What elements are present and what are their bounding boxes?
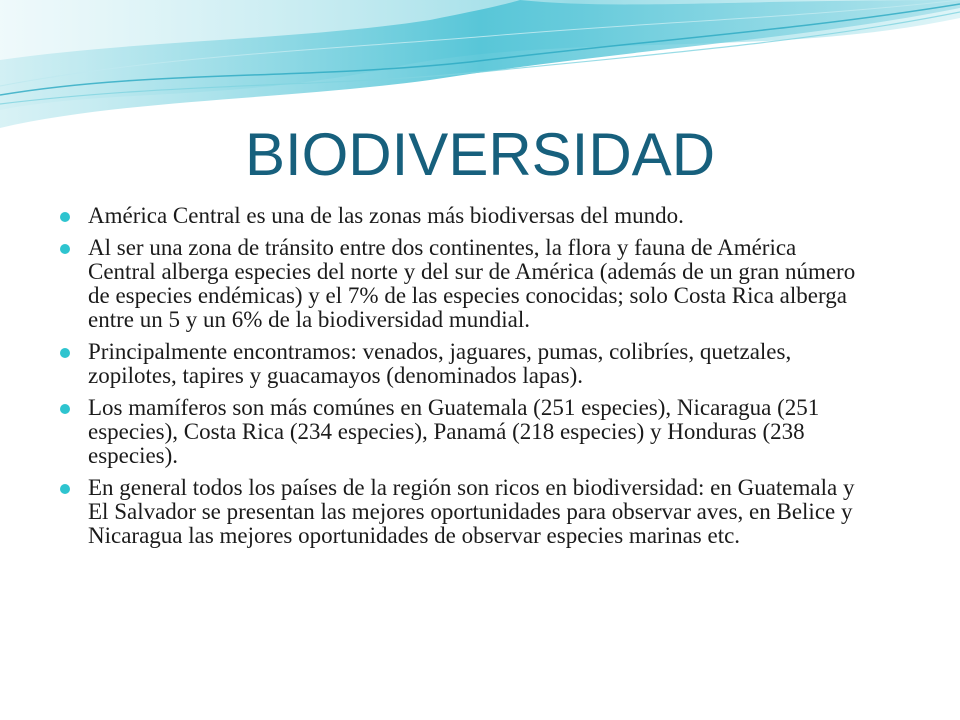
list-item: [60, 476, 860, 548]
bullet-text: Principalmente encontramos: venados, jaguares, pumas, colibríes, quetzales, zopilotes, tapires y guacamayos (denominados lapas).: [88, 339, 792, 388]
list-item: [60, 340, 860, 388]
wave-header-decoration: [0, 0, 960, 140]
list-item: [60, 204, 860, 228]
page-title: BIODIVERSIDAD: [244, 121, 716, 188]
bullet-icon: [60, 404, 70, 414]
bullet-text: Al ser una zona de tránsito entre dos continentes, la flora y fauna de América Central alberga especies del norte y del sur de América (además de un gran número de especies endémicas) y el 7% de las especies conocidas; solo Costa Rica alberga entre un 5 y un 6% de la biodiversidad mundial.: [88, 235, 856, 332]
list-item: [60, 236, 860, 332]
bullet-icon: [60, 244, 70, 254]
bullet-text: En general todos los países de la región son ricos en biodiversidad: en Guatemala y El Salvador se presentan las mejores oportunidades para observar aves, en Belice y Nicaragua las mejores oportunidades de observar especies marinas etc.: [88, 475, 855, 548]
bullet-text: América Central es una de las zonas más biodiversas del mundo.: [88, 203, 684, 228]
bullet-icon: [60, 212, 70, 222]
bullet-text: Los mamíferos son más comúnes en Guatemala (251 especies), Nicaragua (251 especies), Costa Rica (234 especies), Panamá (218 especies) y Honduras (238 especies).: [88, 395, 820, 468]
bullet-icon: [60, 484, 70, 494]
bullet-list: [60, 204, 860, 556]
bullet-icon: [60, 348, 70, 358]
list-item: [60, 396, 860, 468]
